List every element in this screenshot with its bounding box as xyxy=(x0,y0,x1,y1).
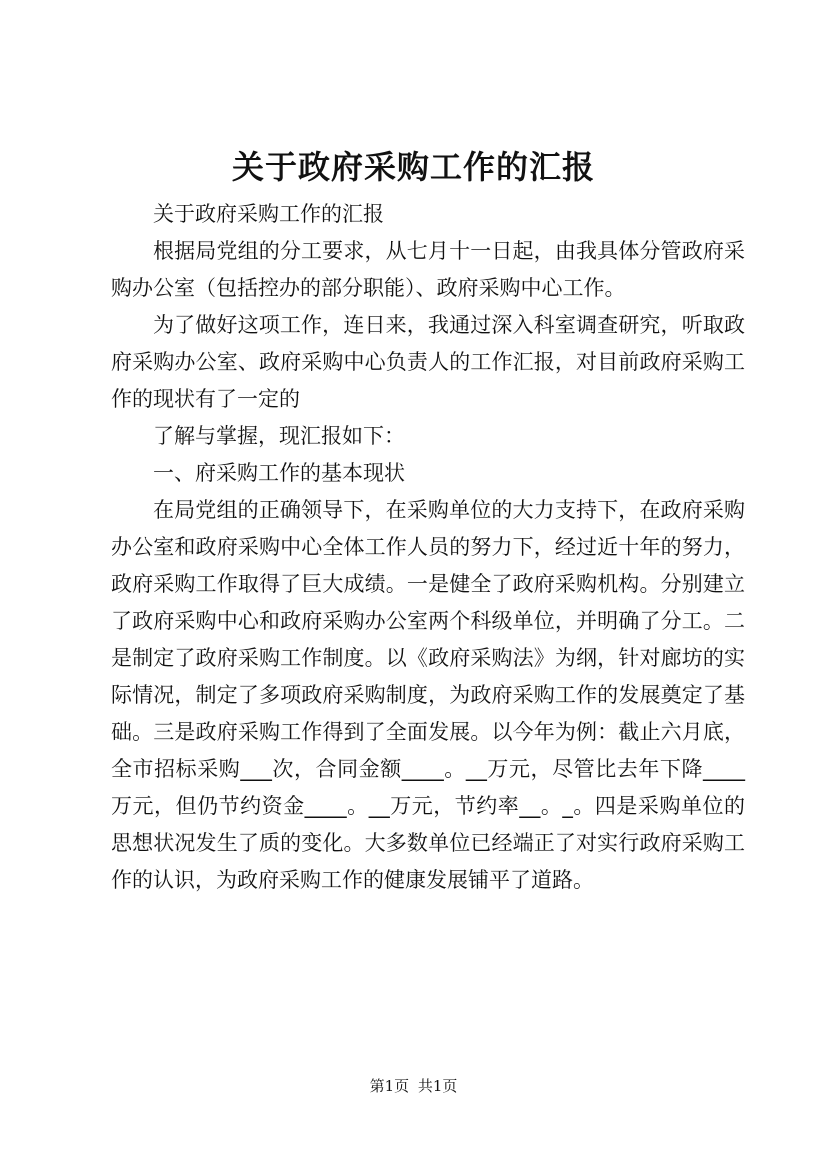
page-number: 第1页 xyxy=(369,1077,410,1095)
page-footer xyxy=(0,1076,827,1096)
page-total: 共1页 xyxy=(417,1077,458,1095)
paragraph-achievements: 在局党组的正确领导下，在采购单位的大力支持下，在政府采购办公室和政府采购中心全体工作人员的努力下，经过近十年的努力，政府采购工作取得了巨大成绩。一是健全了政府采购机构。分别建立了政府采购中心和政府采购办公室两个科级单位，并明确了分工。二是制定了政府采购工作制度。以《政府采购法》为纲，针对廊坊的实际情况，制定了多项政府采购制度，为政府采购工作的发展奠定了基础。三是政府采购工作得到了全面发展。以今年为例：截止六月底，全市招标采购___次，合同金额____。__万元，尽管比去年下降____万元，但仍节约资金____。__万元，节约率__。_。四是采购单位的思想状况发生了质的变化。大多数单位已经端正了对实行政府采购工作的认识，为政府采购工作的健康发展铺平了道路。 xyxy=(111,498,745,892)
paragraph-report-intro: 了解与掌握，现汇报如下： xyxy=(153,424,405,448)
document-body xyxy=(111,196,745,899)
paragraph-heading-repeat: 关于政府采购工作的汇报 xyxy=(153,202,384,226)
section-heading-current-status: 一、府采购工作的基本现状 xyxy=(153,461,405,485)
paragraph-assignment: 根据局党组的分工要求，从七月十一日起，由我具体分管政府采购办公室（包括控办的部分职能）、政府采购中心工作。 xyxy=(111,239,745,300)
paragraph-investigation: 为了做好这项工作，连日来，我通过深入科室调查研究，听取政府采购办公室、政府采购中心负责人的工作汇报，对目前政府采购工作的现状有了一定的 xyxy=(111,313,745,411)
document-title: 关于政府采购工作的汇报 xyxy=(231,148,595,186)
